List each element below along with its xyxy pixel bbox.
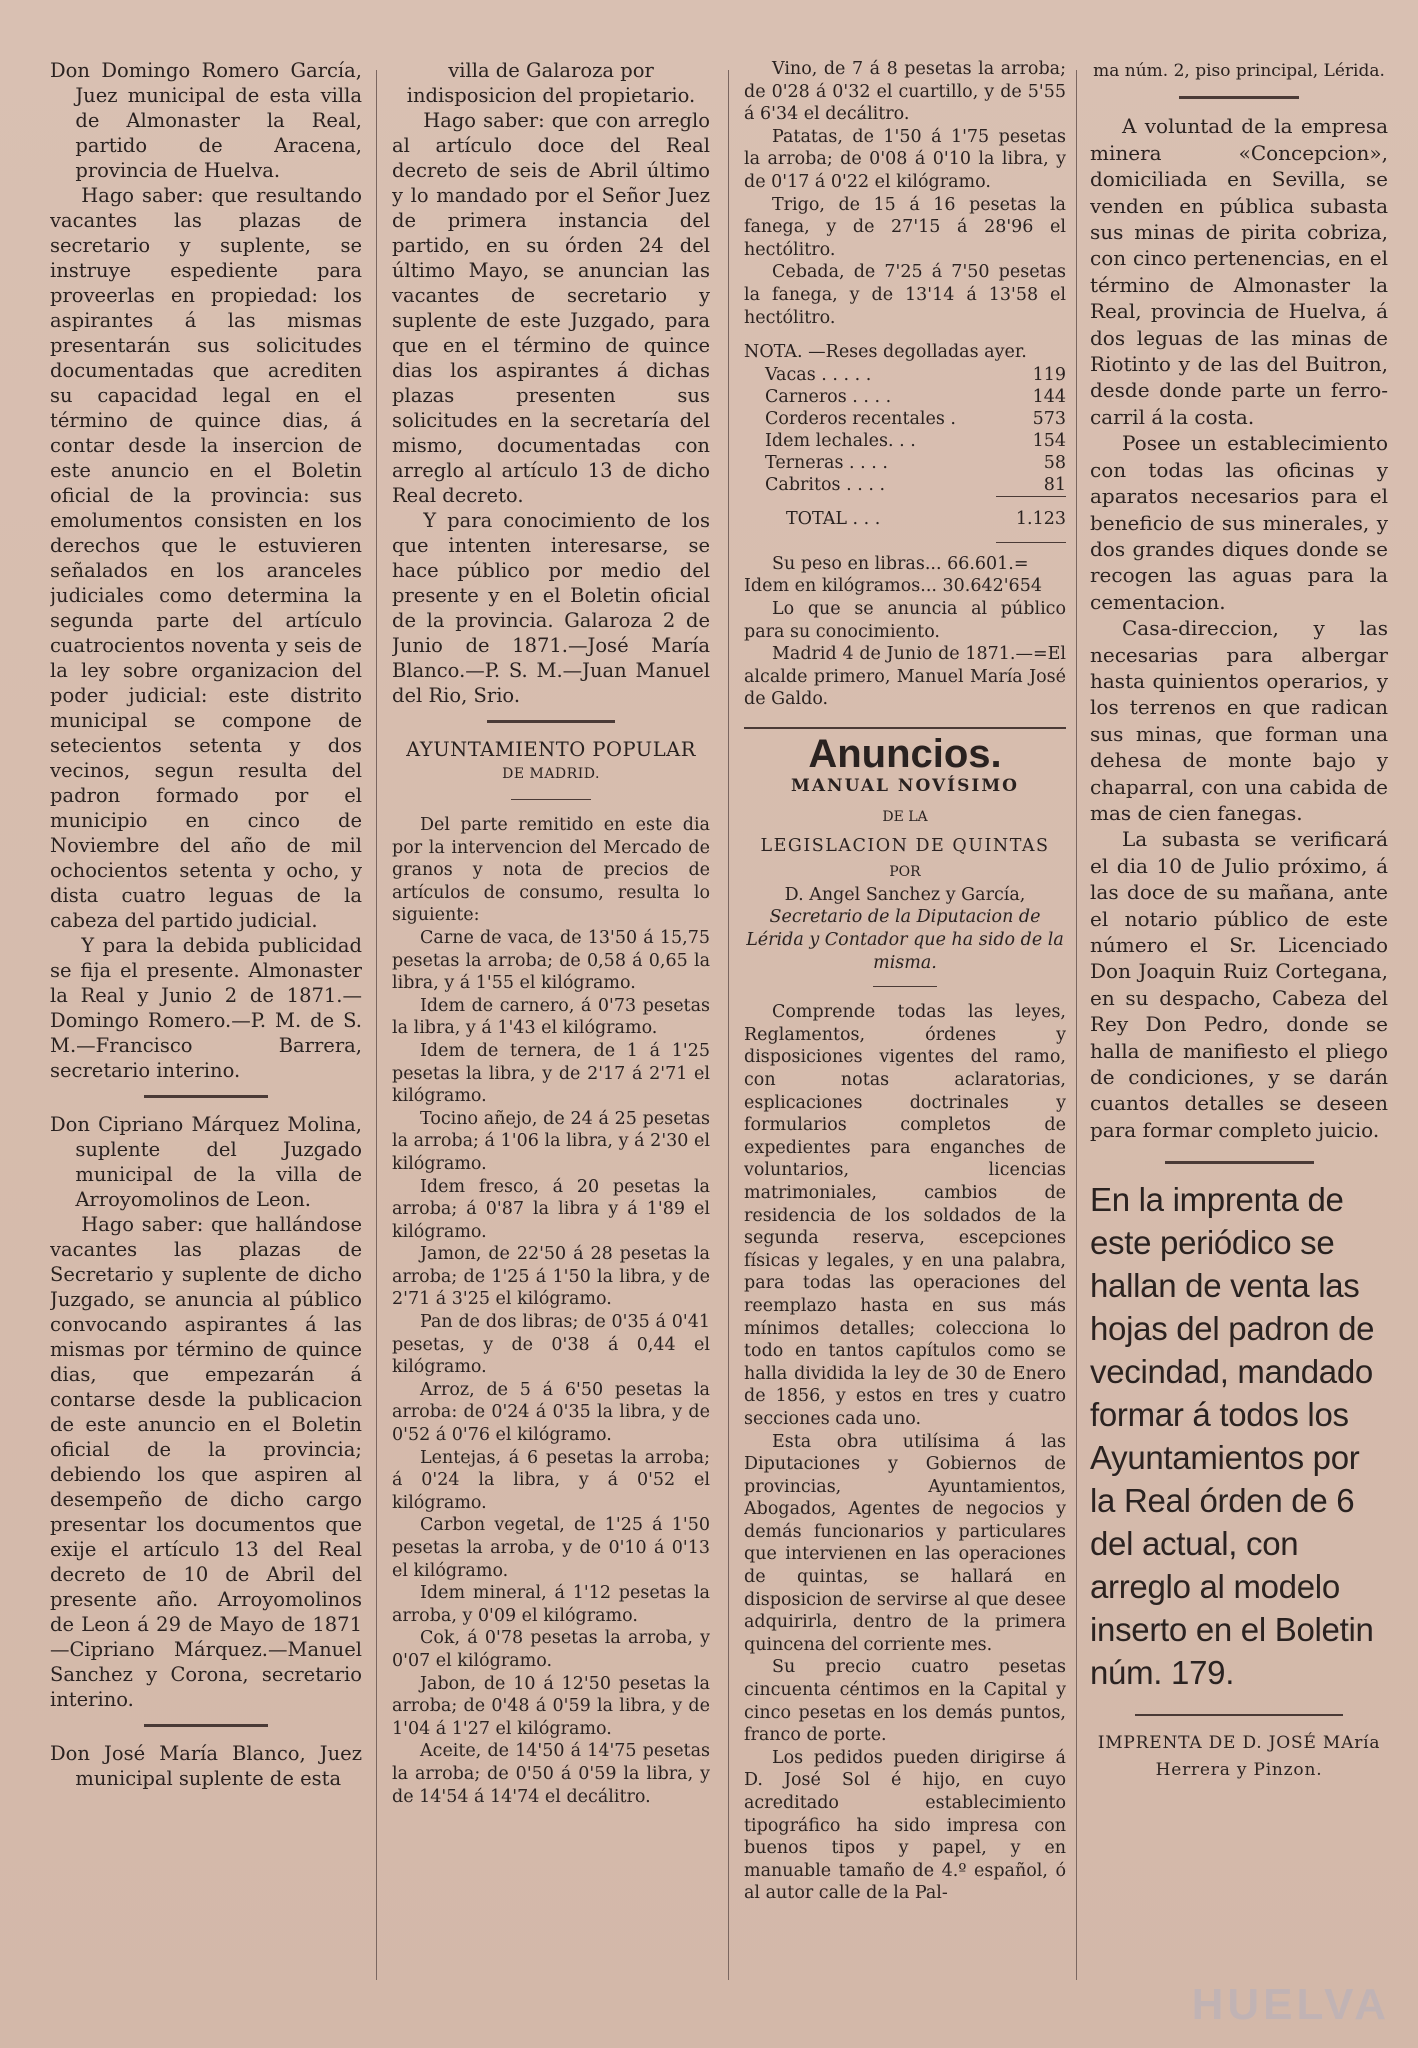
- imprenta-promo: En la imprenta de este periódico se hallan de venta las hojas del padron de vecindad, mandado formar á todos los Ayuntamientos por la Real órden de 6 del actual, con arreglo al modelo inserto en el Boletin núm. 179.: [1090, 1181, 1375, 1692]
- ad-paragraph: Casa-direccion, y las necesarias para albergar hasta quinientos operarios, y los terrenos en que radican sus minas, que forman una dehesa de monte bajo y chaparral, con una cabida de mas de cien fanegas.: [1090, 616, 1388, 825]
- ad-continuation: ma núm. 2, piso principal, Lérida.: [1093, 61, 1385, 81]
- section-rule: [487, 720, 614, 723]
- section-heading: AYUNTAMIENTO POPULAR: [406, 738, 696, 761]
- price-item: Idem fresco, á 20 pesetas la arroba; á 0'87 la libra y á 1'89 el kilógramo.: [392, 1176, 710, 1242]
- notice-close: Y para conocimiento de los que intenten interesarse, se hace público por medio del presente y en el Boletin oficial de la provincia. Galaroza 2 de Junio de 1871.—José María Blanco.—P. S. M.—Juan Manuel del Rio, Srio.: [392, 509, 710, 707]
- ad-paragraph: Comprende todas las leyes, Reglamentos, órdenes y disposiciones vigentes del ramo, con notas aclaratorias, esplicaciones doctrinales y formularios completos de expedientes para enganches de voluntarios, licencias matrimoniales, cambios de residencia de los soldados de la segunda reserva, escepciones físicas y legales, y en una palabra, para todas las operaciones del reemplazo hasta en sus más mínimos detalles; colecciona lo todo en tantos capítulos como se halla dividida la ley de 30 de Enero de 1856, y estos en tres y cuatro secciones cada uno.: [744, 1002, 1066, 1429]
- book-author: D. Angel Sanchez y García,: [784, 884, 1026, 905]
- notice-body: Hago saber: que hallándose vacantes las plazas de Secretario y suplente de dicho Juzgado, se anuncia al público convocando aspirantes á las mismas por término de quince dias, que empezarán á contarse desde la publicacion de este anuncio en el Boletin oficial de la provincia; debiendo los que aspiren al desempeño de dicho cargo presentar los documentos que exije el artículo 13 del Real decreto de 10 de Abril del presente año. Arroyomolinos de Leon á 29 de Mayo de 1871—Cipriano Márquez.—Manuel Sanchez y Corona, secretario interino.: [50, 1213, 362, 1711]
- price-list: [392, 927, 710, 1808]
- column-divider: [1076, 70, 1077, 1980]
- column-2: [392, 58, 710, 2008]
- book-title: MANUAL NOVÍSIMO: [791, 776, 1019, 797]
- price-item: Idem mineral, á 1'12 pesetas la arroba, y 0'09 el kilógramo.: [392, 1583, 710, 1626]
- price-item: Carne de vaca, de 13'50 á 15,75 pesetas la arroba; de 0,58 á 0,65 la libra, y á 1'55 el kilógramo.: [392, 927, 710, 994]
- table-row: Corderos recentales . 573: [765, 408, 1066, 429]
- table-row: Carneros . . . . 144: [765, 386, 1066, 407]
- section-rule: [1135, 1714, 1344, 1716]
- column-1: [50, 58, 362, 2008]
- notice-body: Hago saber: que resultando vacantes las plazas de secretario y suplente, se instruye espediente para proveerlas en propiedad: los aspirantes á las mismas presentarán sus solicitudes documentadas que acrediten su capacidad legal en el término de quince dias, á contar desde la insercion de este anuncio en el Boletin oficial de la provincia: sus emolumentos consisten en los derechos que le estuvieren señalados en los aranceles judiciales como determina la segunda parte del artículo cuatrocientos noventa y seis de la ley sobre organizacion del poder judicial: este distrito municipal se compone de setecientos setenta y dos vecinos, segun resulta del padron formado por el municipio en cinco de Noviembre del año de mil ochocientos setenta y ocho, y dista cuatro leguas de la cabeza del partido judicial.: [50, 184, 362, 932]
- price-item: Idem de ternera, de 1 á 1'25 pesetas la libra, y de 2'17 á 2'71 el kilógramo.: [392, 1040, 710, 1107]
- column-3: [744, 58, 1066, 2008]
- section-rule: [144, 1095, 269, 1098]
- column-divider: [376, 70, 377, 1980]
- table-row: Terneras . . . . 58: [765, 452, 1066, 473]
- section-rule: [1165, 1161, 1314, 1164]
- market-intro: Del parte remitido en este dia por la intervencion del Mercado de granos y nota de precios de artículos de consumo, resulta lo siguiente:: [392, 815, 710, 926]
- notice-heading: Don Domingo Romero García, Juez municipal de esta villa de Almonaster la Real, partido de Aracena, provincia de Huelva.: [50, 59, 362, 182]
- price-item: Aceite, de 14'50 á 14'75 pesetas la arroba; de 0'50 á 0'59 la libra, y de 14'54 á 14'74 el decálitro.: [392, 1741, 710, 1807]
- notice-close: Lo que se anuncia al público para su conocimiento.: [744, 598, 1066, 642]
- price-item: Arroz, de 5 á 6'50 pesetas la arroba: de 0'24 á 0'35 la libra, y de 0'52 á 0'76 el kilógramo.: [392, 1379, 710, 1446]
- notice-close: Y para la debida publicidad se fija el presente. Almonaster la Real y Junio 2 de 1871.—Domingo Romero.—P. M. de S. M.—Francisco Barrera, secretario interino.: [50, 934, 362, 1082]
- price-item: Carbon vegetal, de 1'25 á 1'50 pesetas la arroba, y de 0'10 á 0'13 el kilógramo.: [392, 1515, 710, 1581]
- weight-line: Su peso en libras... 66.601.=: [772, 553, 1029, 574]
- price-item: Pan de dos libras; de 0'35 á 0'41 pesetas, y de 0'38 á 0,44 el kilógramo.: [392, 1312, 710, 1378]
- price-item: Cok, á 0'78 pesetas la arroba, y 0'07 el kilógramo.: [392, 1628, 710, 1671]
- table-row: Vacas . . . . . 119: [765, 364, 1066, 385]
- book-por: POR: [889, 864, 921, 881]
- price-item: Idem de carnero, á 0'73 pesetas la libra, y á 1'43 el kilógramo.: [392, 995, 710, 1039]
- column-4: [1090, 58, 1388, 2008]
- price-item: Cebada, de 7'25 á 7'50 pesetas la fanega, y de 13'14 á 13'58 el hectólitro.: [744, 262, 1066, 328]
- ad-paragraph: La subasta se verificará el dia 10 de Julio próximo, á las doce de su mañana, ante el notario público de este número el Sr. Licenciado Don Joaquin Ruiz Cortegana, en su despacho, Cabeza del Rey Don Pedro, donde se halla de manifiesto el pliego de condiciones, y se darán cuantos detalles se deseen para formar completo juicio.: [1090, 827, 1388, 1142]
- anuncios-heading: Anuncios.: [808, 731, 1002, 776]
- ad-paragraph: Su precio cuatro pesetas cincuenta céntimos en la Capital y cinco pesetas en los demás puntos, franco de porte.: [744, 1657, 1066, 1746]
- weight-line: Idem en kilógramos... 30.642'654: [744, 576, 1042, 597]
- price-item: Jamon, de 22'50 á 28 pesetas la arroba; de 1'25 á 1'50 la libra, y de 2'71 á 3'25 el kilógramo.: [392, 1244, 710, 1310]
- price-item: Tocino añejo, de 24 á 25 pesetas la arroba; á 1'06 la libra, y á 2'30 el kilógramo.: [392, 1108, 710, 1174]
- signature: Madrid 4 de Junio de 1871.—=El alcalde primero, Manuel María José de Galdo.: [744, 644, 1066, 710]
- ad-paragraph: A voluntad de la empresa minera «Concepcion», domiciliada en Sevilla, se venden en pública subasta sus minas de pirita cobriza, con cinco pertenencias, en el término de Almonaster la Real, provincia de Huelva, á dos leguas de las minas de Riotinto y de las del Buitron, desde donde parte un ferro-carril á la costa.: [1090, 114, 1388, 429]
- reses-note: NOTA. —Reses degolladas ayer.: [744, 342, 1027, 363]
- price-item: Patatas, de 1'50 á 1'75 pesetas la arroba; de 0'08 á 0'10 la libra, y de 0'17 á 0'22 el kilógramo.: [744, 126, 1066, 192]
- ad-paragraph: Esta obra utilísima á las Diputaciones y Gobiernos de provincias, Ayuntamientos, Abogados, Agentes de negocios y demás funcionarios y particulares que intervienen en las operaciones de quintas, se hallará en disposicion de servirse al que desee adquirirla, dentro de la primera quincena del corriente mes.: [744, 1431, 1066, 1655]
- imprenta-footer: IMPRENTA DE D. JOSÉ MAría Herrera y Pinzon.: [1097, 1733, 1381, 1780]
- price-item: Lentejas, á 6 pesetas la arroba; á 0'24 la libra, y á 0'52 el kilógramo.: [392, 1447, 710, 1513]
- table-row: TOTAL . . . 1.123: [744, 496, 1066, 542]
- section-rule: [511, 799, 591, 800]
- column-divider: [728, 70, 729, 1980]
- section-subheading: DE MADRID.: [502, 766, 600, 782]
- notice-heading: Don Cipriano Márquez Molina, suplente del Juzgado municipal de la villa de Arroyomolinos de Leon.: [50, 1113, 362, 1211]
- notice-body: Hago saber: que con arreglo al artículo doce del Real decreto de seis de Abril último y lo mandado por el Señor Juez de primera instancia del partido, en su órden 24 del último Mayo, se anuncian las vacantes de secretario y suplente de este Juzgado, para que en el término de quince dias los aspirantes á dichas plazas presenten sus solicitudes en la secretaría del mismo, documentadas con arreglo al artículo 13 de dicho Real decreto.: [392, 109, 710, 507]
- price-item: Jabon, de 10 á 12'50 pesetas la arroba; de 0'48 á 0'59 la libra, y de 1'04 á 1'27 el kilógramo.: [392, 1673, 710, 1739]
- book-de: DE LA: [882, 809, 928, 826]
- ad-paragraph: Los pedidos pueden dirigirse á D. José Sol é hijo, en cuyo acreditado establecimiento tipográfico ha sido impresa con buenos tipos y papel, y en manuable tamaño de 4.º español, ó al autor calle de la Pal-: [744, 1747, 1066, 1904]
- book-subtitle: LEGISLACION DE QUINTAS: [760, 835, 1050, 856]
- ad-paragraph: Posee un establecimiento con todas las oficinas y aparatos necesarios para el beneficio de sus minerales, y dos grandes diques donde se recogen las aguas para la cementacion.: [1090, 431, 1388, 614]
- book-author-role: Secretario de la Diputacion de Lérida y Contador que ha sido de la misma.: [746, 907, 1064, 973]
- notice-continuation: villa de Galaroza por indisposicion del propietario.: [406, 59, 696, 107]
- section-rule: [144, 1724, 269, 1727]
- table-row: Idem lechales. . . 154: [765, 430, 1066, 451]
- price-item: Vino, de 7 á 8 pesetas la arroba; de 0'28 á 0'32 el cuartillo, y de 5'55 á 6'34 el decálitro.: [744, 59, 1066, 125]
- notice-heading: Don José María Blanco, Juez municipal suplente de esta: [50, 1742, 362, 1790]
- section-rule: [1179, 96, 1298, 99]
- table-row: Cabritos . . . . 81: [765, 474, 1066, 495]
- section-rule: [873, 986, 937, 987]
- price-item: Trigo, de 15 á 16 pesetas la fanega, y de 27'15 á 28'96 el hectólitro.: [744, 194, 1066, 260]
- reses-table: [744, 364, 1066, 543]
- section-rule: [744, 727, 1066, 729]
- watermark-logo: HUELVA: [1191, 1980, 1390, 2029]
